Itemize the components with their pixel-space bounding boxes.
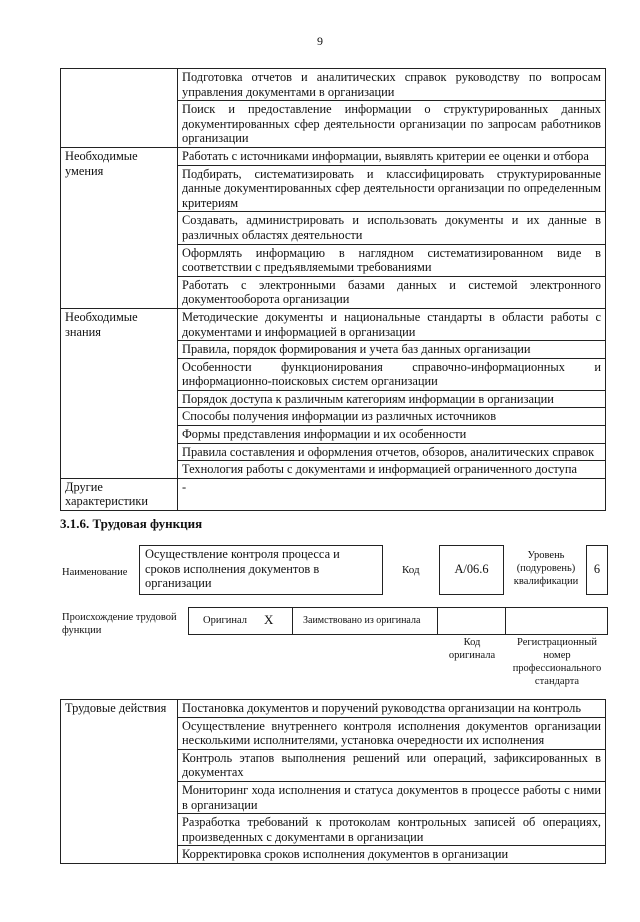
divider <box>437 608 438 634</box>
row-item: Поиск и предоставление информации о структурированных данных документированных сфер деятельности организации по запросам работников организации <box>178 101 606 148</box>
row-item: Оформлять информацию в наглядном систематизированном виде в соответствии с предъявляемыми требованиями <box>178 244 606 276</box>
row-item: Осуществление внутреннего контроля исполнения документов организации несколькими исполнителями, установка очередности их исполнения <box>178 717 606 749</box>
row-item: Разработка требований к протоколам контрольных записей об операциях, произведенных с документами в организации <box>178 814 606 846</box>
function-name: Осуществление контроля процесса и сроков исполнения документов в организации <box>145 547 340 590</box>
table-row <box>61 478 606 510</box>
skills-knowledge-table <box>60 68 606 511</box>
table-row <box>61 700 606 718</box>
name-box <box>139 545 383 595</box>
borrowed-label: Заимствовано из оригинала <box>303 615 421 626</box>
table-row <box>61 147 606 165</box>
original-label: Оригинал <box>203 615 247 626</box>
code-box <box>439 545 504 595</box>
row-item: Постановка документов и поручений руководства организации на контроль <box>178 700 606 718</box>
divider <box>505 608 506 634</box>
row-item: Работать с источниками информации, выявлять критерии ее оценки и отбора <box>178 147 606 165</box>
row-item: - <box>178 478 606 510</box>
reg-caption: Регистрационный номер профессионального стандарта <box>512 637 602 687</box>
row-item: Формы представления информации и их особенности <box>178 426 606 444</box>
table-row <box>61 308 606 340</box>
level-box <box>586 545 608 595</box>
row-item: Технология работы с документами и информацией ограниченного доступа <box>178 461 606 479</box>
level-value: 6 <box>593 562 601 576</box>
row-item: Создавать, администрировать и использовать документы и их данные в различных областях деятельности <box>178 212 606 244</box>
row-item: Контроль этапов выполнения решений или операций, зафиксированных в документах <box>178 749 606 781</box>
table-row <box>61 69 606 101</box>
original-mark: X <box>264 612 274 627</box>
origin-box <box>188 607 608 635</box>
labor-actions-table <box>60 699 606 864</box>
row-label <box>61 69 178 148</box>
code-value: A/06.6 <box>454 562 489 576</box>
row-item: Подготовка отчетов и аналитических справок руководству по вопросам управления документами в организации <box>178 69 606 101</box>
row-item: Работать с электронными базами данных и системой электронного документооборота организации <box>178 276 606 308</box>
code-label: Код <box>402 564 420 576</box>
row-item: Корректировка сроков исполнения документов в организации <box>178 846 606 864</box>
row-label: Необходимые знания <box>61 308 178 478</box>
divider <box>292 608 293 634</box>
row-label: Трудовые действия <box>61 700 178 864</box>
name-label: Наименование <box>62 567 128 578</box>
code-caption: Код оригинала <box>448 637 496 661</box>
row-item: Особенности функционирования справочно-информационных и информационно-поисковых систем организации <box>178 358 606 390</box>
row-label: Другие характеристики <box>61 478 178 510</box>
row-item: Порядок доступа к различным категориям информации в организации <box>178 390 606 408</box>
row-item: Правила, порядок формирования и учета баз данных организации <box>178 341 606 359</box>
row-item: Методические документы и национальные стандарты в области работы с документами и информацией в организации <box>178 308 606 340</box>
row-item: Мониторинг хода исполнения и статуса документов в процессе работы с ними в организации <box>178 781 606 813</box>
level-label: Уровень (подуровень) квалификации <box>513 550 579 587</box>
section-heading: 3.1.6. Трудовая функция <box>60 516 203 531</box>
row-label: Необходимые умения <box>61 147 178 308</box>
page-number: 9 <box>317 34 323 48</box>
origin-label: Происхождение трудовой функции <box>62 612 177 636</box>
row-item: Способы получения информации из различных источников <box>178 408 606 426</box>
row-item: Правила составления и оформления отчетов, обзоров, аналитических справок <box>178 443 606 461</box>
row-item: Подбирать, систематизировать и классифицировать структурированные данные документированных сфер деятельности организации по определенным критериям <box>178 165 606 212</box>
